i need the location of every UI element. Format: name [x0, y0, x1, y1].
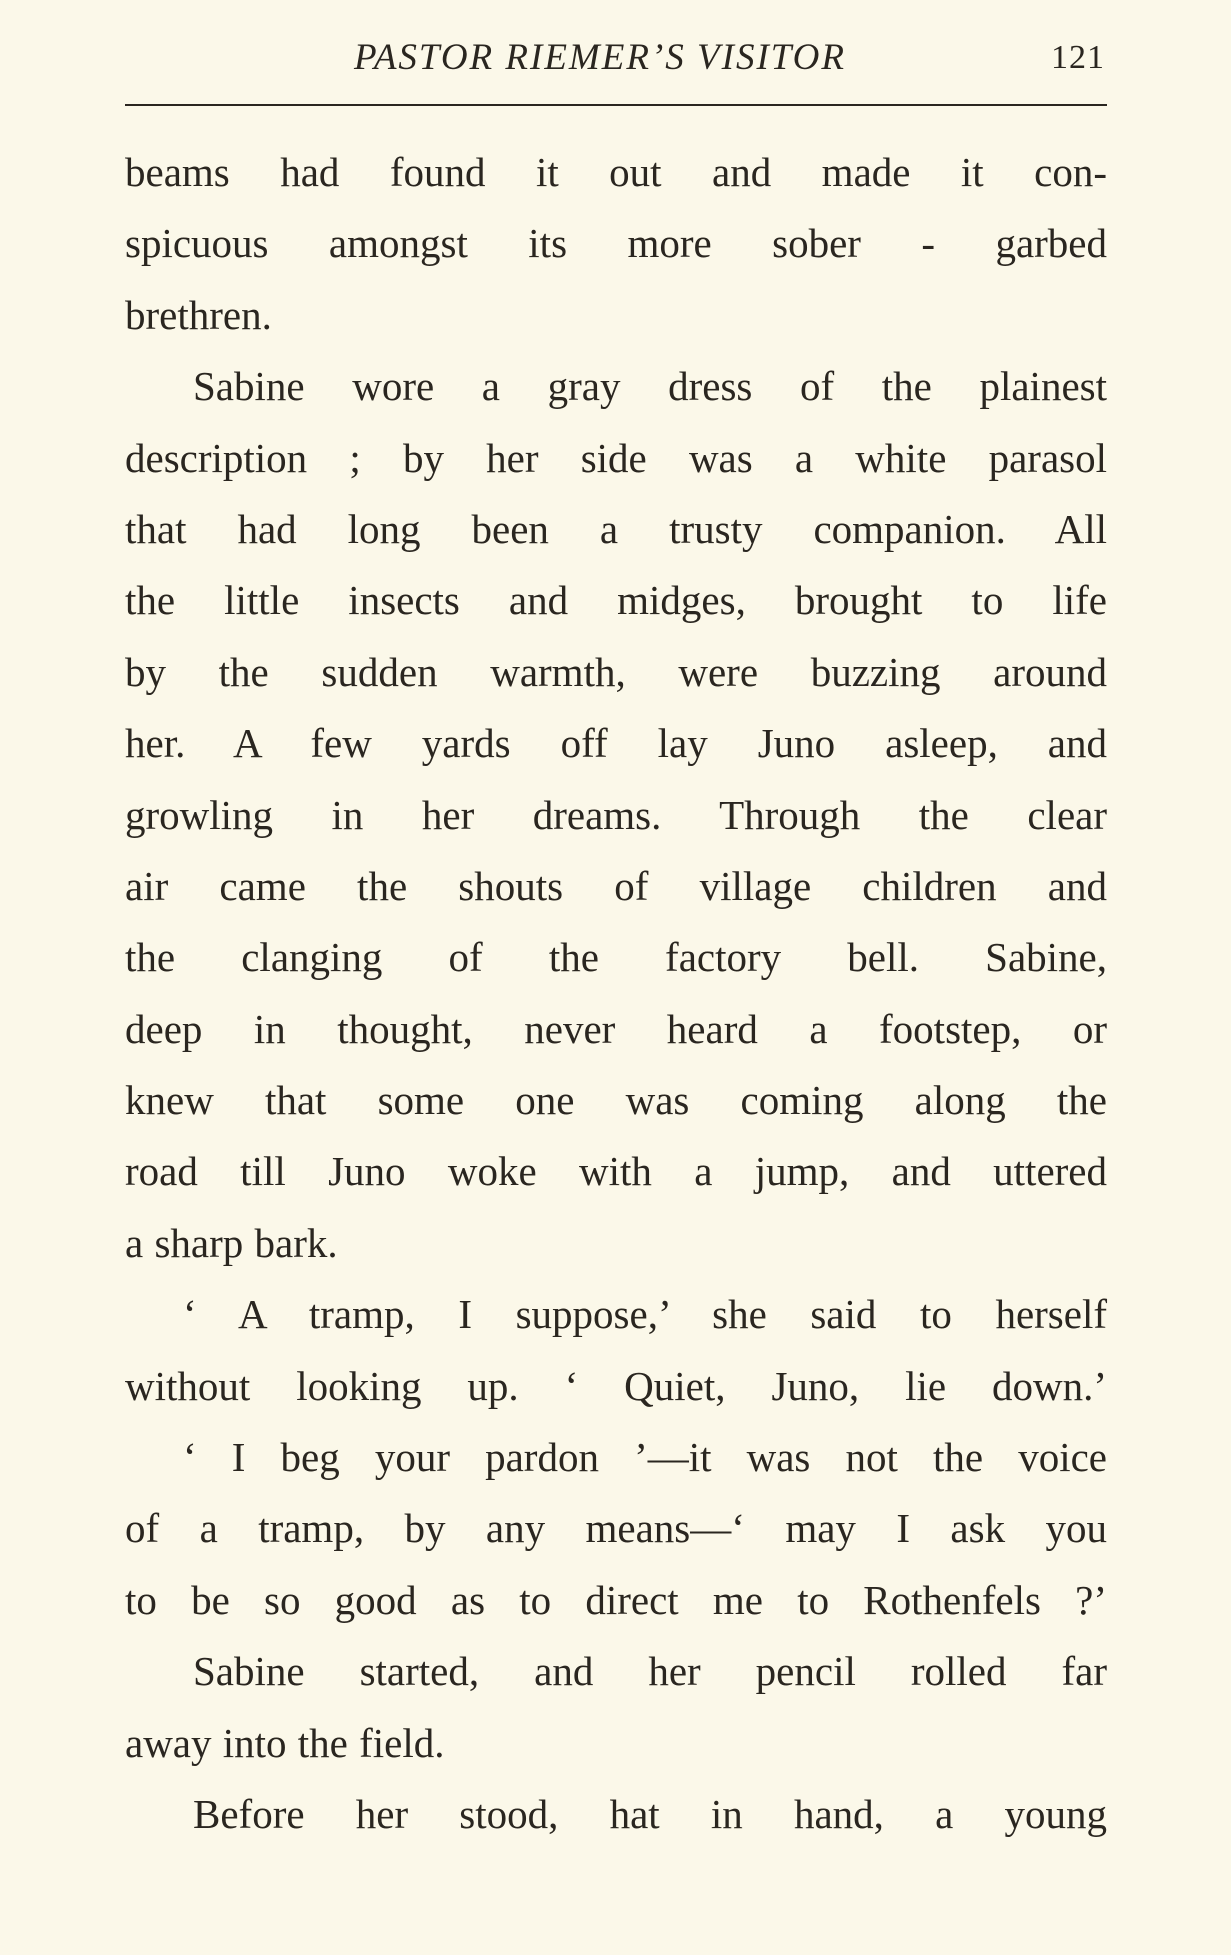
text-line: road till Juno woke with a jump, and uttered: [125, 1148, 1107, 1195]
text-line: description ; by her side was a white parasol: [125, 434, 1107, 481]
text-line: growling in her dreams. Through the clear: [125, 791, 1107, 838]
text-line: by the sudden warmth, were buzzing around: [125, 648, 1107, 695]
text-line: that had long been a trusty companion. All: [125, 505, 1107, 552]
text-line: deep in thought, never heard a footstep, or: [125, 1005, 1107, 1052]
text-line: brethren.: [125, 291, 272, 338]
body-text: [125, 137, 1107, 1850]
running-head: [125, 28, 1105, 88]
text-line: away into the field.: [125, 1719, 445, 1766]
text-line: air came the shouts of village children and: [125, 862, 1107, 909]
text-line: Sabine wore a gray dress of the plainest: [193, 363, 1107, 410]
running-title: PASTOR RIEMER’S VISITOR: [353, 37, 846, 78]
text-line: a sharp bark.: [125, 1219, 338, 1266]
text-line: Before her stood, hat in hand, a young: [193, 1790, 1107, 1837]
text-line: the clanging of the factory bell. Sabine,: [125, 934, 1107, 981]
text-line: of a tramp, by any means—‘ may I ask you: [125, 1505, 1107, 1552]
text-line: Sabine started, and her pencil rolled far: [193, 1648, 1107, 1695]
text-line: beams had found it out and made it con-: [125, 149, 1107, 195]
text-line: ‘ I beg your pardon ’—it was not the voice: [183, 1434, 1107, 1481]
header-rule: [125, 104, 1107, 106]
page-number: 121: [1051, 39, 1105, 76]
text-line: spicuous amongst its more sober - garbed: [125, 220, 1107, 267]
text-line: the little insects and midges, brought to life: [125, 577, 1107, 624]
text-line: without looking up. ‘ Quiet, Juno, lie down.’: [125, 1362, 1107, 1409]
text-line: her. A few yards off lay Juno asleep, and: [125, 720, 1107, 767]
text-line: to be so good as to direct me to Rothenfels ?’: [125, 1576, 1107, 1623]
text-line: knew that some one was coming along the: [125, 1077, 1107, 1124]
text-line: ‘ A tramp, I suppose,’ she said to herself: [183, 1291, 1107, 1338]
